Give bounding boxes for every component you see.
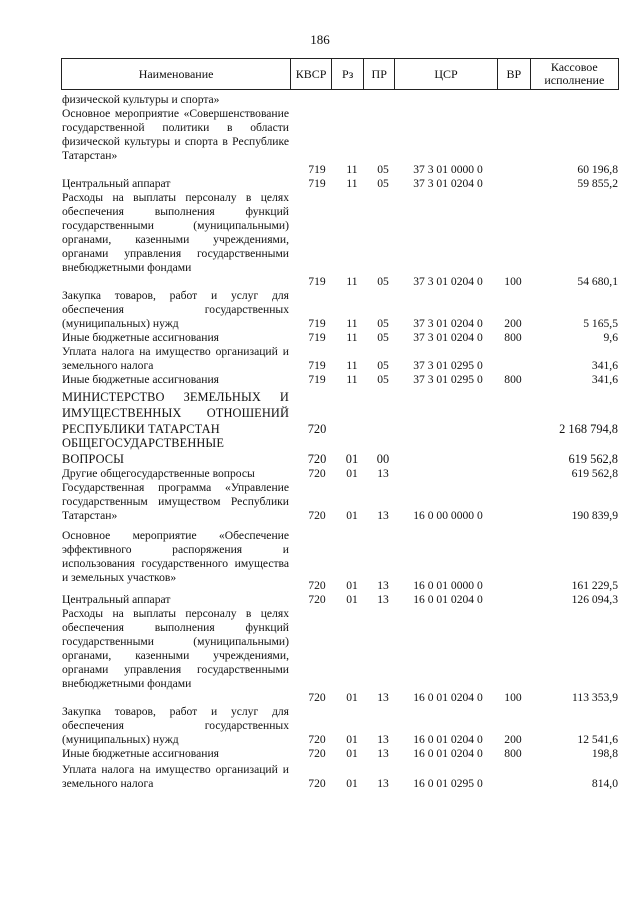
row-vr: 800: [504, 373, 522, 386]
row-pr: 05: [377, 317, 389, 330]
row-kvsr: 719: [308, 275, 326, 288]
row-name: Центральный аппарат: [62, 177, 171, 190]
table-row: [0, 387, 640, 437]
row-pr: 13: [377, 509, 389, 522]
row-pr: 13: [377, 467, 389, 480]
header-vr: ВР: [498, 59, 531, 90]
row-sum: 113 353,9: [572, 691, 618, 704]
table-row: [0, 345, 640, 373]
table-row: [0, 467, 640, 481]
row-kvsr: 719: [308, 359, 326, 372]
row-name: Иные бюджетные ассигнования: [62, 747, 219, 760]
row-sum: 60 196,8: [577, 163, 618, 176]
table-row: [0, 705, 640, 747]
table-row: [0, 107, 640, 177]
table-row: [0, 331, 640, 345]
header-name: Наименование: [62, 59, 291, 90]
table-body: [0, 93, 640, 793]
row-pr: 05: [377, 163, 389, 176]
row-name: Уплата налога на имущество организаций и земельного налога: [62, 763, 289, 790]
row-sum: 2 168 794,8: [559, 422, 618, 436]
row-kvsr: 719: [308, 163, 326, 176]
row-sum: 619 562,8: [571, 467, 618, 480]
row-pr: 05: [377, 331, 389, 344]
row-kvsr: 720: [308, 733, 326, 746]
row-csr: 16 0 01 0204 0: [413, 691, 483, 704]
header-sum: Кассовое исполнение: [530, 59, 618, 90]
row-csr: 16 0 01 0204 0: [413, 733, 483, 746]
row-kvsr: 720: [307, 452, 327, 466]
row-sum: 9,6: [603, 331, 618, 344]
row-sum: 341,6: [591, 373, 618, 386]
row-name: Центральный аппарат: [62, 593, 171, 606]
row-pr: 13: [377, 579, 389, 592]
row-kvsr: 720: [308, 509, 326, 522]
row-kvsr: 720: [308, 691, 326, 704]
row-rz: 01: [346, 733, 358, 746]
row-rz: 01: [346, 691, 358, 704]
table-row: [0, 523, 640, 593]
row-csr: 37 3 01 0204 0: [413, 275, 483, 288]
row-name: Расходы на выплаты персоналу в целях обеспечения выполнения функций государственными (муниципальными) органами, казенными учреждениями, органами управления государственными внебюджетными фондами: [62, 191, 289, 274]
row-csr: 16 0 00 0000 0: [413, 509, 483, 522]
header-kvsr: КВСР: [291, 59, 332, 90]
row-rz: 11: [346, 359, 358, 372]
row-vr: 200: [504, 733, 522, 746]
row-vr: 100: [504, 691, 522, 704]
row-kvsr: 720: [307, 422, 327, 436]
table-row: [0, 93, 640, 107]
row-sum: 5 165,5: [583, 317, 618, 330]
row-pr: 13: [377, 691, 389, 704]
table-row: [0, 607, 640, 705]
row-rz: 11: [346, 275, 358, 288]
row-pr: 13: [377, 733, 389, 746]
row-kvsr: 720: [308, 747, 326, 760]
row-kvsr: 719: [308, 331, 326, 344]
row-sum: 619 562,8: [568, 452, 618, 466]
table-row: [0, 481, 640, 523]
row-name: Государственная программа «Управление государственным имуществом Республики Татарстан»: [62, 481, 289, 522]
row-rz: 01: [346, 509, 358, 522]
header-rz: Рз: [331, 59, 363, 90]
row-sum: 12 541,6: [577, 733, 618, 746]
row-rz: 01: [346, 467, 358, 480]
table-row: [0, 747, 640, 763]
row-rz: 11: [346, 317, 358, 330]
row-name: Уплата налога на имущество организаций и земельного налога: [62, 345, 289, 372]
row-pr: 13: [377, 777, 389, 790]
row-sum: 341,6: [591, 359, 618, 372]
row-csr: 37 3 01 0295 0: [413, 373, 483, 386]
row-name: Закупка товаров, работ и услуг для обеспечения государственных (муниципальных) нужд: [62, 705, 289, 746]
row-pr: 05: [377, 373, 389, 386]
table-row: [0, 373, 640, 387]
table-row: [0, 177, 640, 191]
row-rz: 01: [346, 593, 358, 606]
row-rz: 11: [346, 373, 358, 386]
row-kvsr: 719: [308, 373, 326, 386]
row-csr: 16 0 01 0000 0: [413, 579, 483, 592]
row-pr: 00: [376, 452, 390, 466]
row-name: ОБЩЕГОСУДАРСТВЕННЫЕ ВОПРОСЫ: [62, 436, 224, 466]
row-rz: 11: [346, 331, 358, 344]
row-sum: 161 229,5: [571, 579, 618, 592]
row-sum: 126 094,3: [571, 593, 618, 606]
row-csr: 37 3 01 0204 0: [413, 317, 483, 330]
row-rz: 01: [346, 579, 358, 592]
row-rz: 01: [346, 747, 358, 760]
row-kvsr: 719: [308, 177, 326, 190]
row-pr: 05: [377, 177, 389, 190]
table-row: [0, 191, 640, 289]
table-row: [0, 437, 640, 467]
row-csr: 16 0 01 0204 0: [413, 593, 483, 606]
header-pr: ПР: [364, 59, 395, 90]
row-rz: 11: [346, 177, 358, 190]
row-kvsr: 719: [308, 317, 326, 330]
row-csr: 16 0 01 0204 0: [413, 747, 483, 760]
row-name: Закупка товаров, работ и услуг для обеспечения государственных (муниципальных) нужд: [62, 289, 289, 330]
row-csr: 37 3 01 0000 0: [413, 163, 483, 176]
row-sum: 814,0: [591, 777, 618, 790]
table-header: [61, 58, 619, 90]
row-name: Другие общегосударственные вопросы: [62, 467, 255, 480]
row-sum: 190 839,9: [571, 509, 618, 522]
row-pr: 05: [377, 359, 389, 372]
row-kvsr: 720: [308, 467, 326, 480]
row-vr: 800: [504, 747, 522, 760]
row-name: МИНИСТЕРСТВО ЗЕМЕЛЬНЫХ И ИМУЩЕСТВЕННЫХ ОТНОШЕНИЙ РЕСПУБЛИКИ ТАТАРСТАН: [62, 390, 289, 436]
table-row: [0, 763, 640, 793]
row-sum: 54 680,1: [577, 275, 618, 288]
table-row: [0, 289, 640, 331]
row-csr: 37 3 01 0204 0: [413, 331, 483, 344]
header-csr: ЦСР: [395, 59, 498, 90]
row-kvsr: 720: [308, 593, 326, 606]
row-sum: 59 855,2: [577, 177, 618, 190]
row-name: Иные бюджетные ассигнования: [62, 373, 219, 386]
row-csr: 16 0 01 0295 0: [413, 777, 483, 790]
row-vr: 800: [504, 331, 522, 344]
row-rz: 01: [346, 777, 358, 790]
row-vr: 100: [504, 275, 522, 288]
table-row: [0, 593, 640, 607]
row-rz: 11: [346, 163, 358, 176]
row-rz: 01: [345, 452, 359, 466]
row-name: Расходы на выплаты персоналу в целях обеспечения выполнения функций государственными (муниципальными) органами, казенными учреждениями, органами управления государственными внебюджетными фондами: [62, 607, 289, 690]
row-vr: 200: [504, 317, 522, 330]
row-name: Основное мероприятие «Обеспечение эффективного распоряжения и использования государственного имущества и земельных участков»: [62, 529, 289, 584]
row-csr: 37 3 01 0295 0: [413, 359, 483, 372]
row-kvsr: 720: [308, 579, 326, 592]
row-name: Иные бюджетные ассигнования: [62, 331, 219, 344]
row-pr: 13: [377, 747, 389, 760]
row-kvsr: 720: [308, 777, 326, 790]
row-csr: 37 3 01 0204 0: [413, 177, 483, 190]
row-sum: 198,8: [591, 747, 618, 760]
row-name: Основное мероприятие «Совершенствование государственной политики в области физической культуры и спорта в Республике Татарстан»: [62, 107, 289, 162]
row-name: физической культуры и спорта»: [62, 93, 220, 106]
row-pr: 13: [377, 593, 389, 606]
page-number: 186: [310, 32, 330, 47]
row-pr: 05: [377, 275, 389, 288]
